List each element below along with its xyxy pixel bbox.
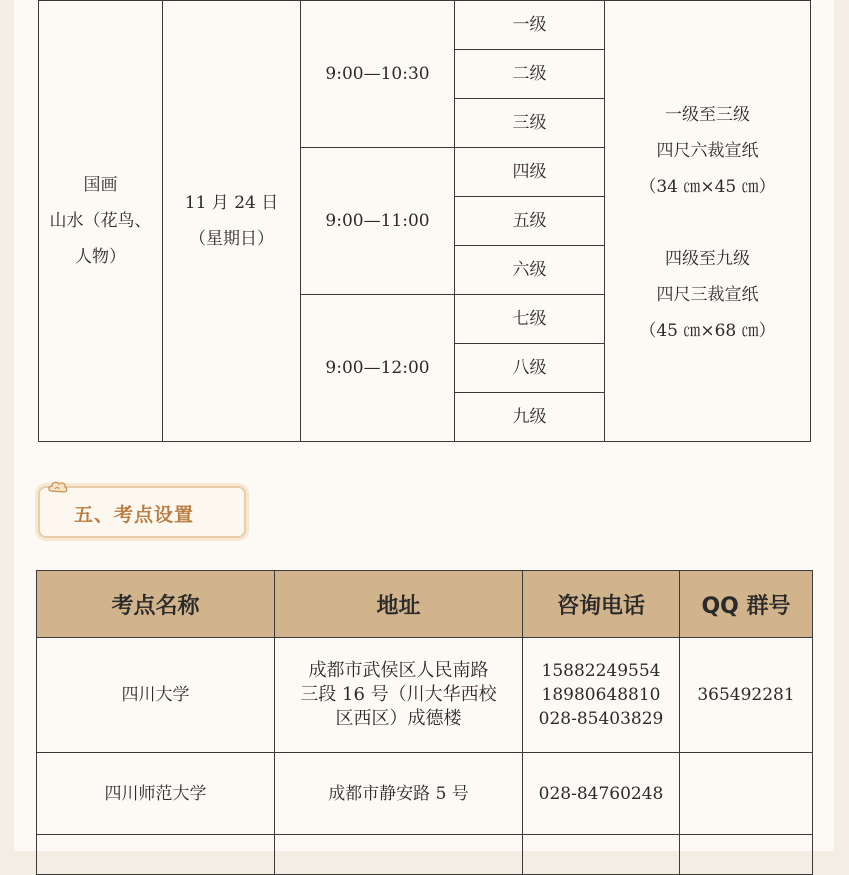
header-qq: QQ 群号 [680,571,813,638]
level-3: 三级 [455,99,605,148]
table-row [37,835,813,875]
site-address-empty [275,835,523,875]
time-slot-1: 9:00—10:30 [301,1,455,148]
page [14,0,834,851]
level-2: 二级 [455,50,605,99]
level-1: 一级 [455,1,605,50]
table-row [37,638,813,753]
header-address: 地址 [275,571,523,638]
section-title: 五、考点设置 [74,504,195,526]
site-phone-empty [523,835,680,875]
level-5: 五级 [455,197,605,246]
paper-note-2: 四级至九级 四尺三裁宣纸 （45 ㎝×68 ㎝） [639,249,776,341]
site-name-empty [37,835,275,875]
site-name: 四川师范大学 [37,753,275,835]
subject-cell: 国画 山水（花鸟、 人物） [39,1,163,442]
header-phone: 咨询电话 [523,571,680,638]
site-address: 成都市静安路 5 号 [275,753,523,835]
level-4: 四级 [455,148,605,197]
table-row [37,753,813,835]
level-7: 七级 [455,295,605,344]
site-phone: 028-84760248 [523,753,680,835]
level-6: 六级 [455,246,605,295]
site-table-header [37,571,813,638]
paper-cell [605,1,811,442]
site-qq [680,753,813,835]
site-qq-empty [680,835,813,875]
cloud-icon [48,480,68,496]
exam-sites-table [36,570,813,875]
section-header [38,486,246,538]
exam-schedule-table [38,0,811,442]
site-address: 成都市武侯区人民南路 三段 16 号（川大华西校 区西区）成德楼 [275,638,523,753]
level-9: 九级 [455,393,605,442]
site-qq: 365492281 [680,638,813,753]
time-slot-2: 9:00—11:00 [301,148,455,295]
paper-note-1: 一级至三级 四尺六裁宣纸 （34 ㎝×45 ㎝） [639,105,776,197]
site-phone: 15882249554 18980648810 028-85403829 [523,638,680,753]
date-cell: 11 月 24 日 （星期日） [163,1,301,442]
level-8: 八级 [455,344,605,393]
time-slot-3: 9:00—12:00 [301,295,455,442]
header-site-name: 考点名称 [37,571,275,638]
site-name: 四川大学 [37,638,275,753]
